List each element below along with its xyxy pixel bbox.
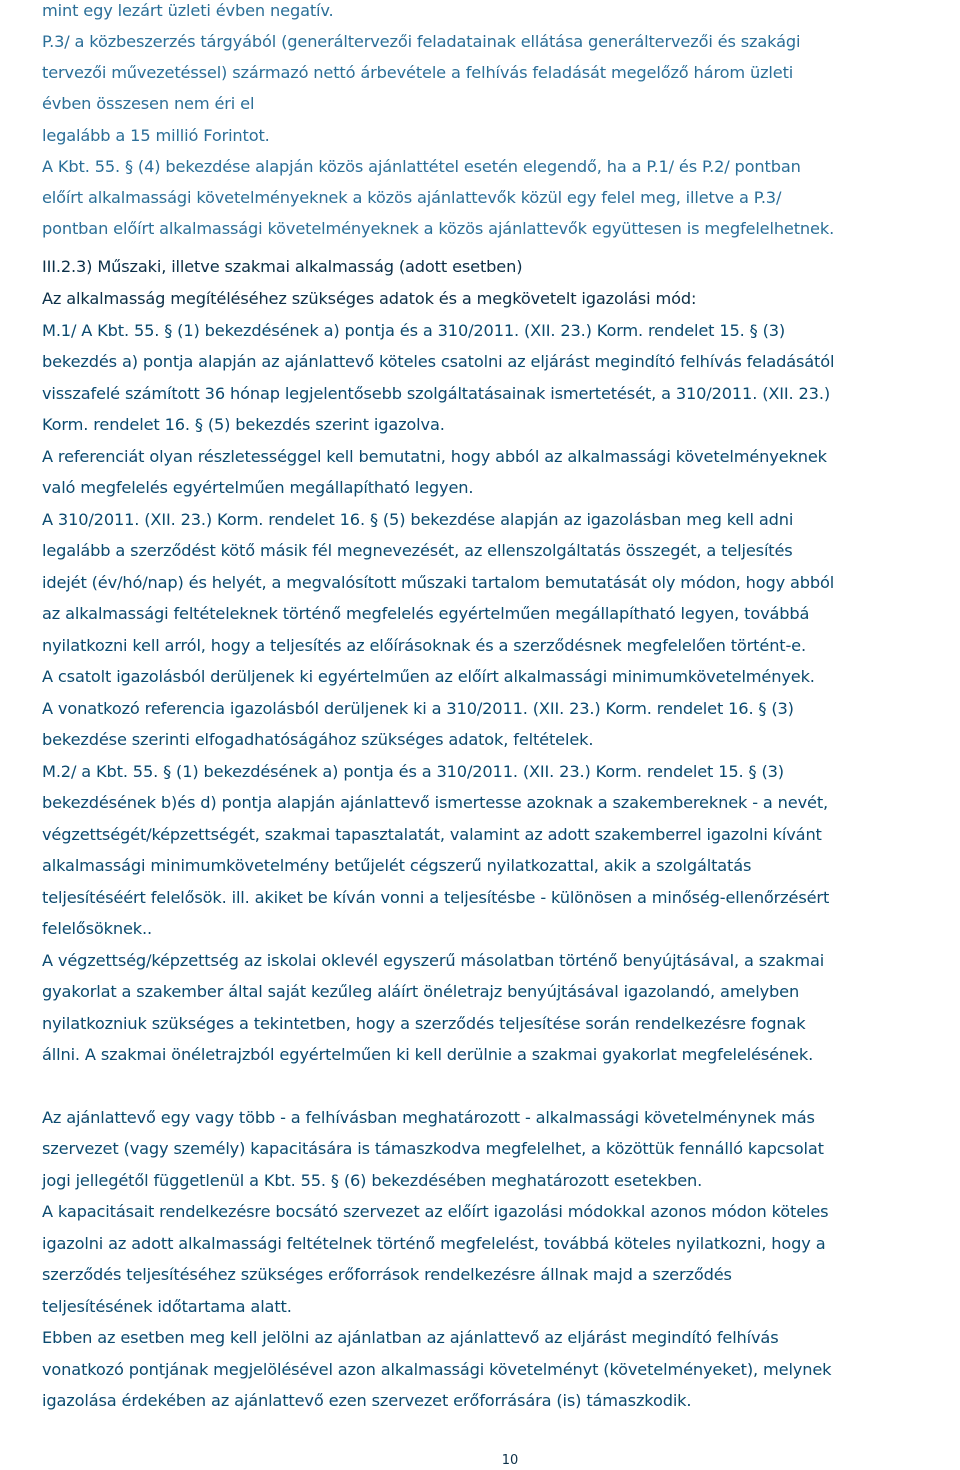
text-line: igazolása érdekében az ajánlattevő ezen szervezet erőforrására (is) támaszkodik. [42,1391,692,1410]
text-line: szerződés teljesítéséhez szükséges erőforrások rendelkezésre állnak majd a szerződés [42,1265,732,1284]
text-line: A kapacitásait rendelkezésre bocsátó szervezet az előírt igazolási módokkal azonos módon köteles [42,1202,829,1221]
text-line: legalább a szerződést kötő másik fél megnevezését, az ellenszolgáltatás összegét, a teljesítés [42,541,793,560]
section-heading-line: Az alkalmasság megítéléséhez szükséges adatok és a megkövetelt igazolási mód: [42,289,697,308]
text-line: igazolni az adott alkalmassági feltételnek történő megfelelést, továbbá köteles nyilatkozni, hogy a [42,1234,826,1253]
text-line: A referenciát olyan részletességgel kell bemutatni, hogy abból az alkalmassági követelményeknek [42,447,827,466]
text-line: A Kbt. 55. § (4) bekezdése alapján közös ajánlattétel esetén elegendő, ha a P.1/ és P.2/ pontban [42,157,801,176]
text-line: szervezet (vagy személy) kapacitására is támaszkodva megfelelhet, a közöttük fennálló kapcsolat [42,1139,824,1158]
text-line: évben összesen nem éri el [42,94,255,113]
text-line: A vonatkozó referencia igazolásból derüljenek ki a 310/2011. (XII. 23.) Korm. rendelet 16. § (3) [42,699,794,718]
text-line: mint egy lezárt üzleti évben negatív. [42,1,334,20]
text-line: felelősöknek.. [42,919,153,938]
text-line: Az ajánlattevő egy vagy több - a felhívásban meghatározott - alkalmassági követelménynek más [42,1108,815,1127]
text-line: jogi jellegétől függetlenül a Kbt. 55. § (6) bekezdésében meghatározott esetekben. [42,1171,703,1190]
text-line: gyakorlat a szakember által saját kezűleg aláírt önéletrajz benyújtásával igazolandó, amelyben [42,982,800,1001]
text-line: teljesítésének időtartama alatt. [42,1297,292,1316]
text-line: M.1/ A Kbt. 55. § (1) bekezdésének a) pontja és a 310/2011. (XII. 23.) Korm. rendelet 15. § (3) [42,321,786,340]
text-line: A csatolt igazolásból derüljenek ki egyértelműen az előírt alkalmassági minimumkövetelmények. [42,667,815,686]
text-line: bekezdésének b)és d) pontja alapján ajánlattevő ismertesse azoknak a szakembereknek - a nevét, [42,793,829,812]
text-line: való megfelelés egyértelműen megállapítható legyen. [42,478,474,497]
text-line: teljesítéséért felelősök. ill. akiket be kíván vonni a teljesítésbe - különösen a minőség-ellenőrzésért [42,888,830,907]
text-line: állni. A szakmai önéletrajzból egyértelműen ki kell derülnie a szakmai gyakorlat megfelelésének. [42,1045,814,1064]
text-line: vonatkozó pontjának megjelölésével azon alkalmassági követelményt (követelményeket), melynek [42,1360,832,1379]
text-line: A végzettség/képzettség az iskolai oklevél egyszerű másolatban történő benyújtásával, a szakmai [42,951,825,970]
text-line: Korm. rendelet 16. § (5) bekezdés szerint igazolva. [42,415,445,434]
section-heading-line: III.2.3) Műszaki, illetve szakmai alkalmasság (adott esetben) [42,257,523,276]
text-line: bekezdés a) pontja alapján az ajánlattevő köteles csatolni az eljárást megindító felhívás feladásától [42,352,835,371]
text-line: nyilatkozni kell arról, hogy a teljesítés az előírásoknak és a szerződésnek megfelelően történt-e. [42,636,806,655]
text-line: idejét (év/hó/nap) és helyét, a megvalósított műszaki tartalom bemutatását oly módon, hogy abból [42,573,835,592]
text-line: pontban előírt alkalmassági követelményeknek a közös ajánlattevők együttesen is megfelelhetnek. [42,219,835,238]
text-line: tervezői művezetéssel) származó nettó árbevétele a felhívás feladását megelőző három üzleti [42,63,794,82]
text-line: bekezdése szerinti elfogadhatóságához szükséges adatok, feltételek. [42,730,594,749]
text-line: A 310/2011. (XII. 23.) Korm. rendelet 16. § (5) bekezdése alapján az igazolásban meg kell adni [42,510,794,529]
text-line: M.2/ a Kbt. 55. § (1) bekezdésének a) pontja és a 310/2011. (XII. 23.) Korm. rendelet 15. § (3) [42,762,784,781]
text-line: az alkalmassági feltételeknek történő megfelelés egyértelműen megállapítható legyen, továbbá [42,604,810,623]
text-line: nyilatkozniuk szükséges a tekintetben, hogy a szerződés teljesítése során rendelkezésre fognak [42,1014,806,1033]
text-line: P.3/ a közbeszerzés tárgyából (generáltervezői feladatainak ellátása generáltervezői és szakági [42,32,801,51]
text-line: előírt alkalmassági követelményeknek a közös ajánlattevők közül egy felel meg, illetve a P.3/ [42,188,782,207]
text-line: legalább a 15 millió Forintot. [42,126,270,145]
page-number: 10 [501,1453,519,1468]
text-line: végzettségét/képzettségét, szakmai tapasztalatát, valamint az adott szakemberrel igazolni kívánt [42,825,822,844]
text-line: visszafelé számított 36 hónap legjelentősebb szolgáltatásainak ismertetését, a 310/2011. (XII. 23.) [42,384,830,403]
text-line: alkalmassági minimumkövetelmény betűjelét cégszerű nyilatkozattal, akik a szolgáltatás [42,856,752,875]
text-line: Ebben az esetben meg kell jelölni az ajánlatban az ajánlattevő az eljárást megindító felhívás [42,1328,779,1347]
